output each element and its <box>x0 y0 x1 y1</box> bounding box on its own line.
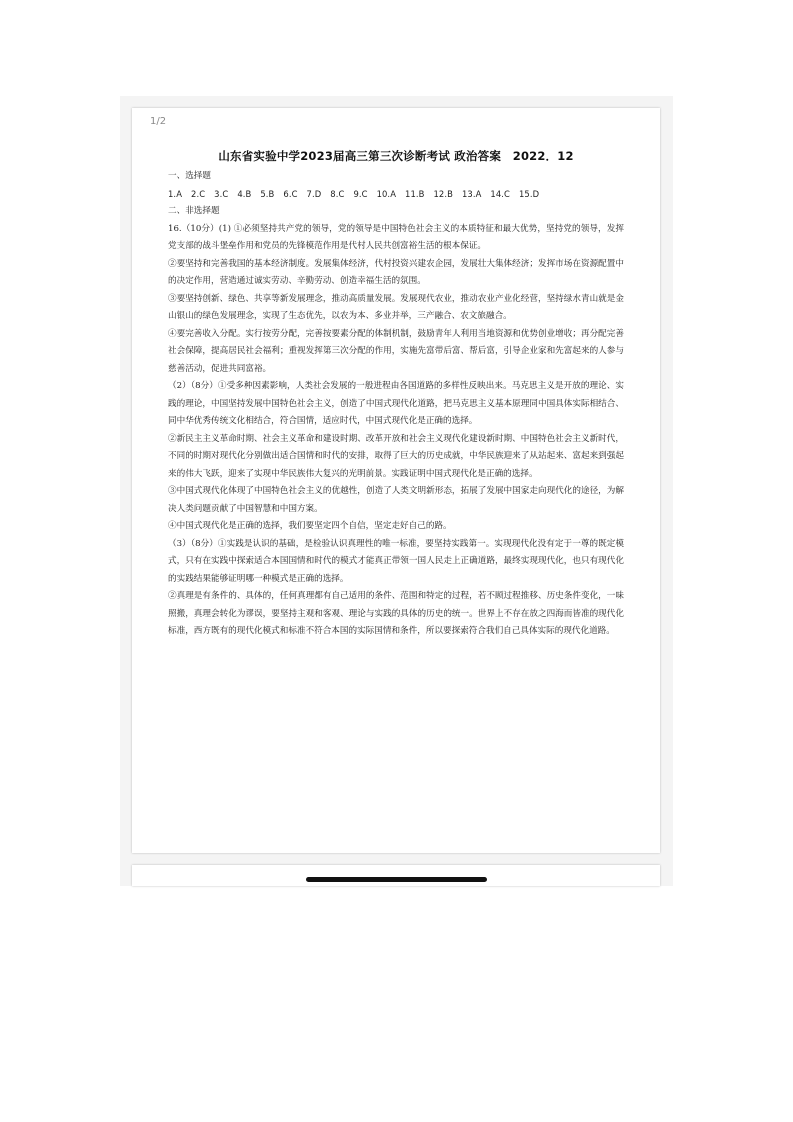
section-heading-choice: 一、选择题 <box>168 171 211 181</box>
choice-answer: 10.A <box>376 188 397 199</box>
choice-answer: 15.D <box>519 188 540 199</box>
choice-answer: 7.D <box>306 188 322 199</box>
home-indicator-bar[interactable] <box>306 877 487 882</box>
answer-paragraph: ③要坚持创新、绿色、共享等新发展理念，推动高质量发展。发展现代农业，推动农业产业化经营，坚持绿水青山就是金山银山的绿色发展理念，实现了生态优先，以农为本、多业并举，三产融合、农文旅融合。 <box>168 293 624 321</box>
choice-answer: 3.C <box>214 188 229 199</box>
answer-paragraph: ④中国式现代化是正确的选择，我们要坚定四个自信，坚定走好自己的路。 <box>168 521 452 531</box>
choice-answer: 8.C <box>330 188 345 199</box>
answer-paragraph: 16.（10分）(1) ①必须坚持共产党的领导，党的领导是中国特色社会主义的本质特征和最大优势，坚持党的领导，发挥党支部的战斗堡垒作用和党员的先锋模范作用是代村人民共创富裕生活的根本保证。 <box>168 223 624 251</box>
choice-answer: 5.B <box>260 188 275 199</box>
choice-answer: 2.C <box>191 188 206 199</box>
next-page-preview[interactable] <box>132 865 660 886</box>
choice-answer: 9.C <box>353 188 368 199</box>
answer-paragraph: ②新民主主义革命时期、社会主义革命和建设时期、改革开放和社会主义现代化建设新时期、中国特色社会主义新时代，不同的时期对现代化分别做出适合国情和时代的安排，取得了巨大的历史成就，中华民族迎来了从站起来、富起来到强起来的伟大飞跃，迎来了实现中华民族伟大复兴的光明前景。实践证明中国式现代化是正确的选择。 <box>168 433 624 479</box>
page-content <box>168 146 624 641</box>
answer-paragraph: ④要完善收入分配。实行按劳分配，完善按要素分配的体制机制，鼓励青年人利用当地资源和优势创业增收；再分配完善社会保障，提高居民社会福利；重视发挥第三次分配的作用，实施先富带后富、帮后富，引导企业家和先富起来的人参与慈善活动，促进共同富裕。 <box>168 328 624 374</box>
choice-answer-list <box>168 186 624 204</box>
choice-answer: 6.C <box>283 188 298 199</box>
choice-answer: 4.B <box>237 188 252 199</box>
answer-paragraph: （3）（8分）①实践是认识的基础，是检验认识真理性的唯一标准，要坚持实践第一。实现现代化没有定于一尊的既定模式，只有在实践中探索适合本国国情和时代的模式才能真正带领一国人民走上正确道路，最终实现现代化，也只有现代化的实践结果能够证明哪一种模式是正确的选择。 <box>168 538 624 584</box>
choice-answer: 12.B <box>433 188 453 199</box>
choice-answer: 14.C <box>490 188 510 199</box>
section-heading-nonchoice: 二、非选择题 <box>168 206 220 216</box>
answer-paragraph: ③中国式现代化体现了中国特色社会主义的优越性，创造了人类文明新形态，拓展了发展中国家走向现代化的途径，为解决人类问题贡献了中国智慧和中国方案。 <box>168 486 624 514</box>
choice-answer: 11.B <box>405 188 425 199</box>
answer-paragraph: （2）（8分）①受多种因素影响，人类社会发展的一般进程由各国道路的多样性反映出来。马克思主义是开放的理论、实践的理论，中国坚持发展中国特色社会主义，创造了中国式现代化道路，把马克思主义基本原理同中国具体实际相结合、同中华优秀传统文化相结合，符合国情，适应时代，中国式现代化是正确的选择。 <box>168 381 624 426</box>
answer-paragraph: ②要坚持和完善我国的基本经济制度。发展集体经济，代村投资兴建农企园，发展壮大集体经济；发挥市场在资源配置中的决定作用，营造通过诚实劳动、辛勤劳动、创造幸福生活的氛围。 <box>168 258 624 286</box>
document-title: 山东省实验中学2023届高三第三次诊断考试 政治答案 2022．12 <box>218 149 574 163</box>
choice-answer: 1.A <box>168 188 183 199</box>
page-indicator: 1/2 <box>150 116 167 127</box>
answer-paragraph: ②真理是有条件的、具体的，任何真理都有自己适用的条件、范围和特定的过程，若不顾过程推移、历史条件变化，一味照搬，真理会转化为谬误，要坚持主观和客观、理论与实践的具体的历史的统一。世界上不存在放之四海而皆准的现代化标准，西方既有的现代化模式和标准不符合本国的实际国情和条件，所以要探索符合我们自己具体实际的现代化道路。 <box>168 591 624 636</box>
choice-answer: 13.A <box>461 188 482 199</box>
